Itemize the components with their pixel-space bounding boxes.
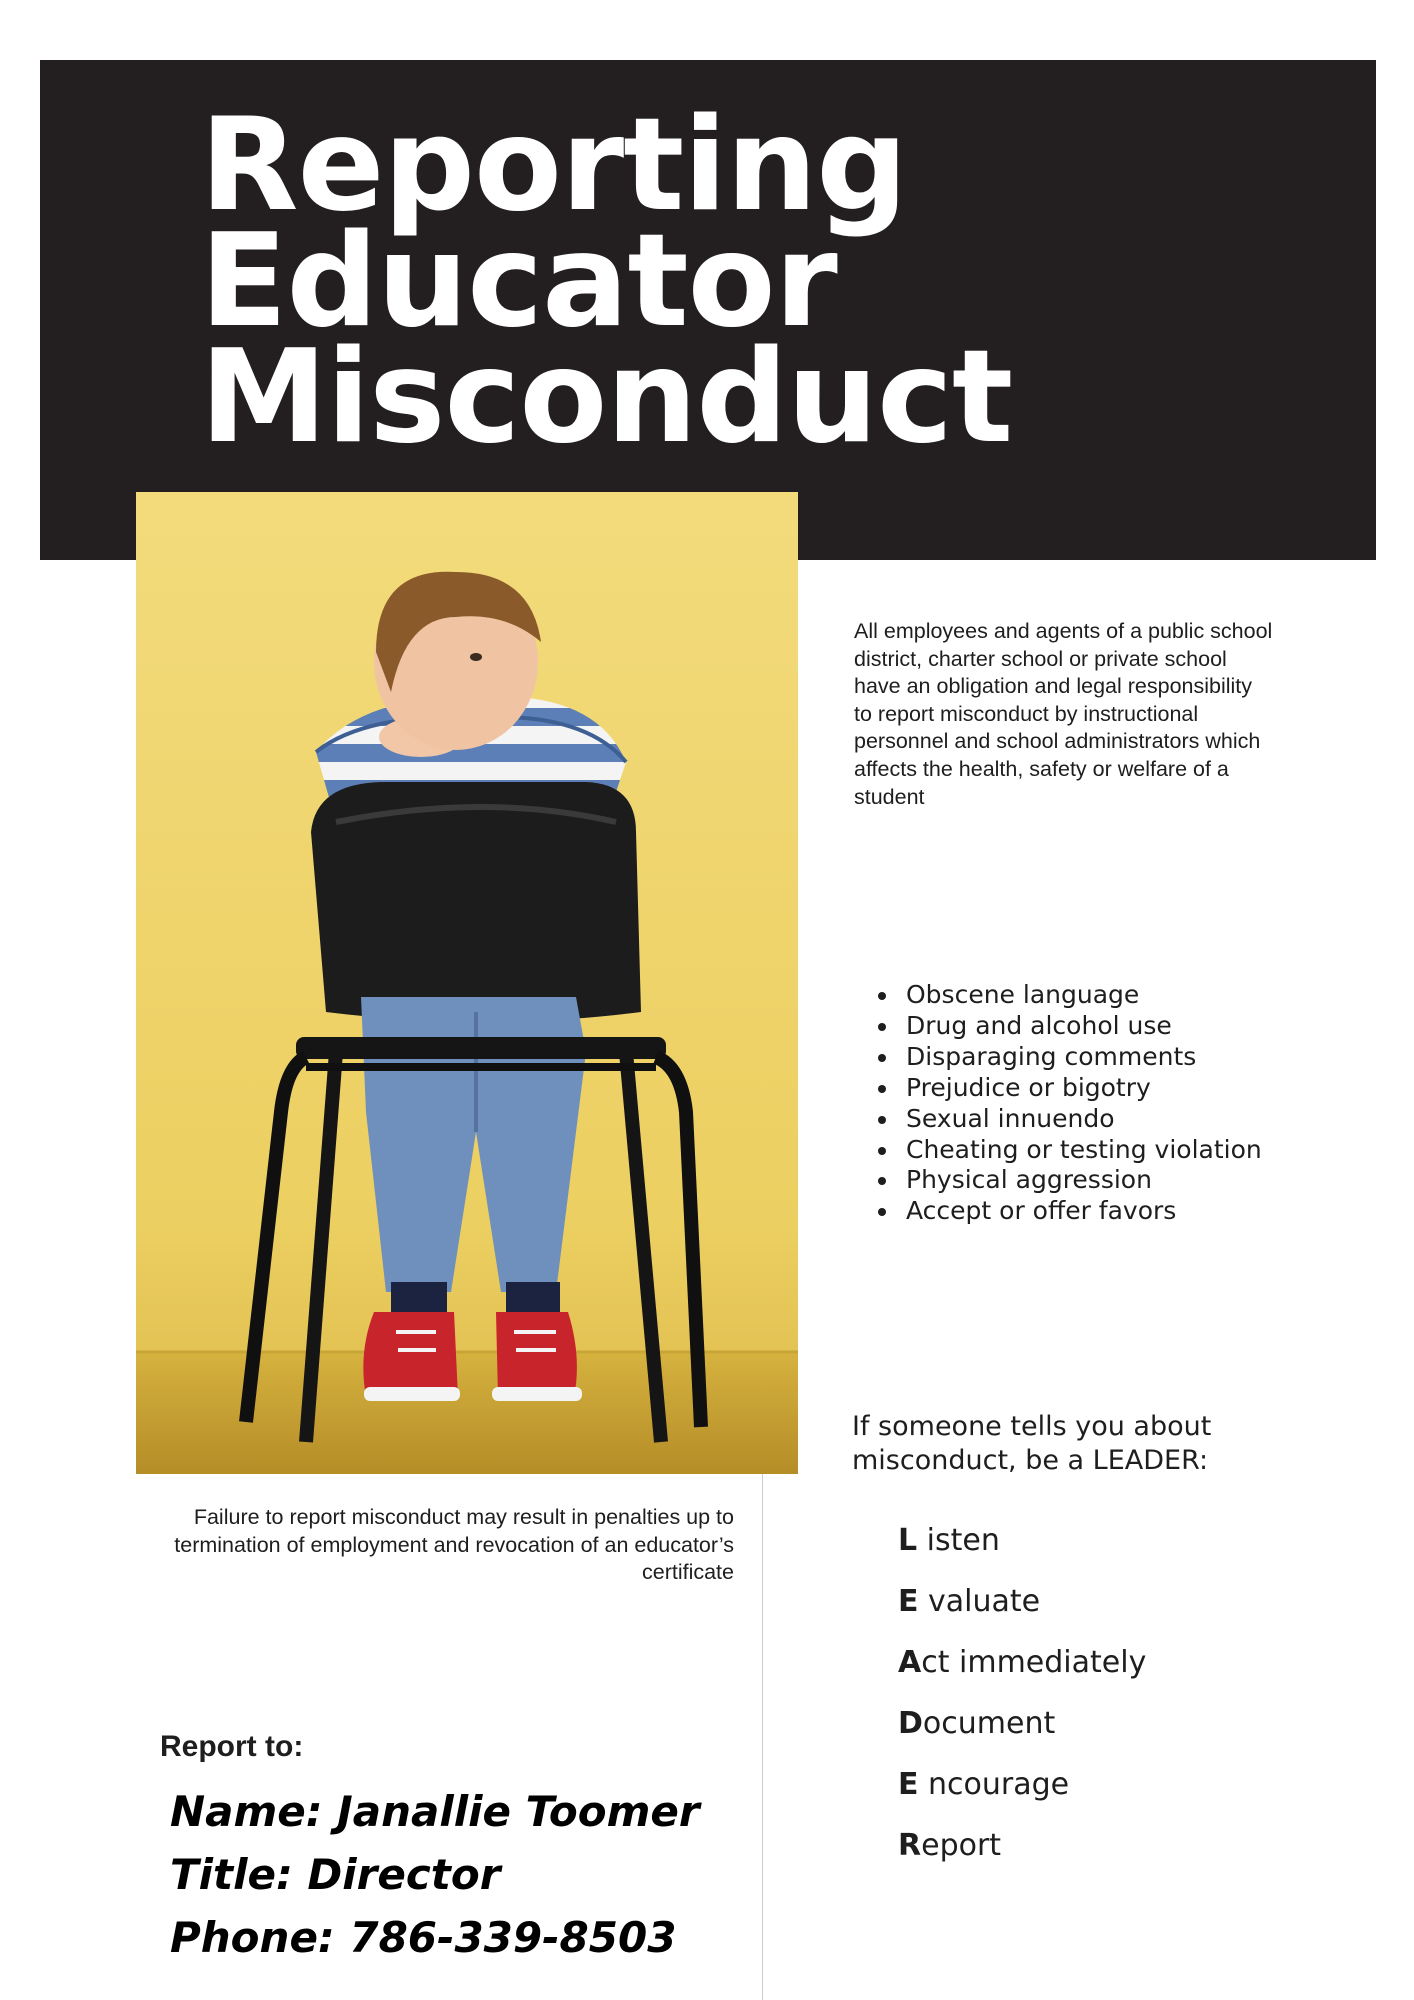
acronym-word-rest: isten: [917, 1523, 1000, 1558]
list-item: • Sexual innuendo: [900, 1104, 1262, 1135]
acronym-letter: L: [898, 1523, 918, 1558]
title-line-3: Misconduct: [200, 323, 1013, 472]
title-line-1: Reporting: [200, 91, 907, 240]
acronym-word-rest: eport: [921, 1828, 1002, 1863]
list-item: • Physical aggression: [900, 1165, 1262, 1196]
leader-step: [898, 1703, 1146, 1764]
report-to-label: Report to:: [160, 1730, 304, 1763]
leader-step: [898, 1520, 1146, 1581]
misconduct-examples-list: [870, 980, 1262, 1227]
acronym-letter: E: [898, 1584, 919, 1619]
leader-intro-text: If someone tells you about misconduct, be a LEADER:: [852, 1411, 1212, 1476]
acronym-letter: D: [898, 1706, 923, 1741]
list-item: • Accept or offer favors: [900, 1196, 1262, 1227]
acronym-word-rest: valuate: [918, 1584, 1041, 1619]
list-item: • Disparaging comments: [900, 1042, 1262, 1073]
leader-step: [898, 1764, 1146, 1825]
acronym-letter: R: [898, 1828, 922, 1863]
leader-step: [898, 1825, 1146, 1886]
failure-notice: Failure to report misconduct may result in penalties up to termination of employment and revocation of an educator’s certificate: [174, 1505, 734, 1585]
leader-step: [898, 1581, 1146, 1642]
contact-phone: Phone: 786-339-8503: [170, 1913, 677, 1962]
acronym-word-rest: ocument: [922, 1706, 1056, 1741]
contact-title: Title: Director: [170, 1850, 501, 1899]
list-item: • Obscene language: [900, 980, 1262, 1011]
child-on-chair-photo: [136, 492, 798, 1474]
list-item: • Prejudice or bigotry: [900, 1073, 1262, 1104]
leader-step: [898, 1642, 1146, 1703]
title-line-2: Educator: [200, 207, 837, 356]
acronym-letter: E: [898, 1767, 919, 1802]
acronym-letter: A: [898, 1645, 922, 1680]
poster-title: [200, 91, 1013, 472]
leader-acronym-list: [898, 1520, 1146, 1886]
contact-name: Name: Janallie Toomer: [170, 1787, 700, 1836]
acronym-word-rest: ct immediately: [921, 1645, 1147, 1680]
obligation-paragraph: All employees and agents of a public school district, charter school or private school have an obligation and legal responsibility to report misconduct by instructional personnel and school administrators which affects the health, safety or welfare of a student: [854, 619, 1273, 809]
list-item: • Drug and alcohol use: [900, 1011, 1262, 1042]
column-divider: [762, 1474, 763, 2000]
acronym-word-rest: ncourage: [918, 1767, 1070, 1802]
list-item: • Cheating or testing violation: [900, 1135, 1262, 1166]
contact-block: [170, 1780, 700, 1969]
